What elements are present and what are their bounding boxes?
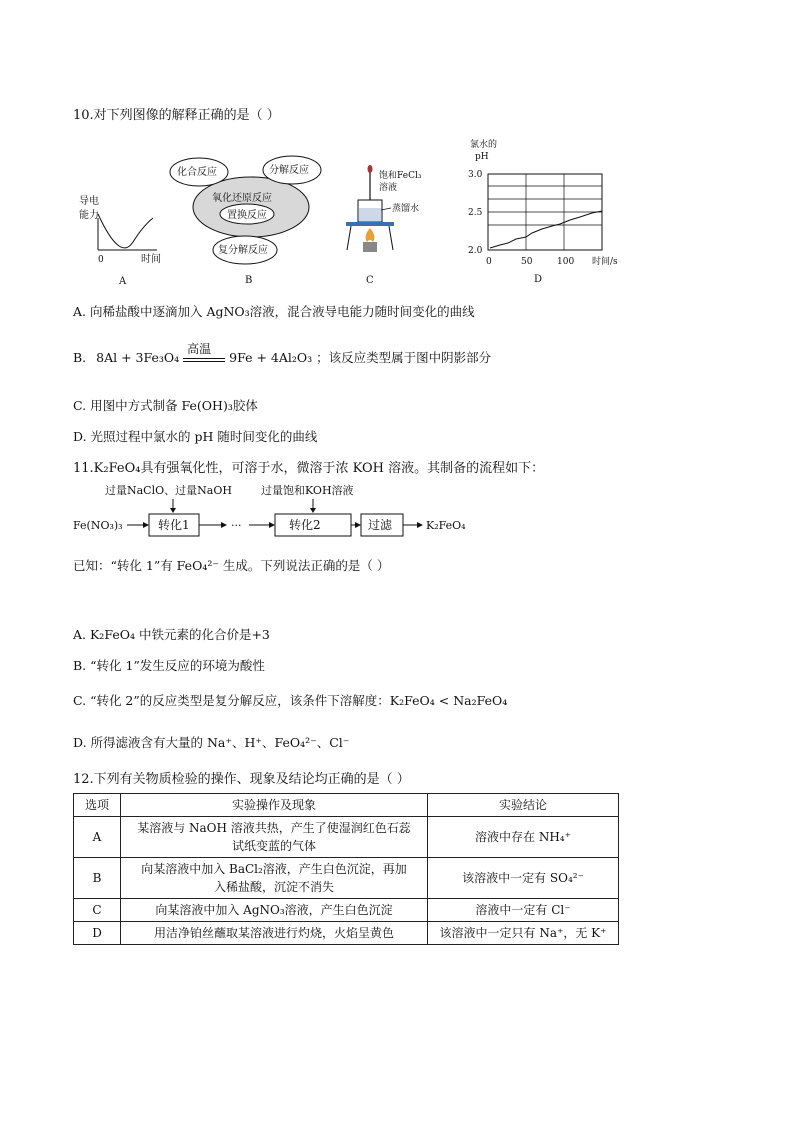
figure-c	[333, 162, 433, 287]
row-b-operation	[121, 858, 428, 899]
q11-option-c: C. “转化 2”的反应类型是复分解反应，该条件下溶解度：K₂FeO₄ < Na₂FeO₄	[73, 693, 508, 708]
q10-optB-suffix: ；该反应类型属于图中阴影部分	[316, 350, 492, 365]
table-row	[74, 817, 619, 858]
figC-leg-left	[347, 226, 351, 250]
figC-flame	[366, 228, 375, 242]
table-row	[74, 922, 619, 945]
figC-gauze	[346, 222, 394, 226]
figC-water	[359, 208, 381, 221]
header-option: 选项	[74, 794, 121, 817]
q10-optB-condition	[183, 342, 225, 362]
q11-option-a: A. K₂FeO₄ 中铁元素的化合价是+3	[73, 627, 270, 642]
flow-dots: ···	[231, 519, 242, 532]
row-b-op-line2: 入稀盐酸，沉淀不消失	[213, 880, 334, 894]
figD-x2: 100	[557, 257, 575, 267]
figD-title1: 氯水的	[470, 140, 498, 150]
flow-box1-label: 转化1	[158, 518, 190, 532]
figA-ylabel1: 导电	[79, 196, 99, 207]
row-b-op-line1: 向某溶液中加入 BaCl₂溶液，产生白色沉淀，再加	[141, 862, 407, 876]
q12-table	[73, 793, 619, 945]
flow-arrowhead-down2	[310, 508, 316, 513]
row-c-option: C	[74, 899, 121, 922]
flow-arrowhead4	[355, 522, 361, 528]
figC-leg-right	[389, 226, 393, 250]
figD-y3: 2.0	[468, 246, 483, 256]
figA-xlabel: 时间	[141, 254, 161, 265]
table-row	[74, 899, 619, 922]
figB-c3: 氧化还原反应	[212, 193, 272, 204]
flow-arrowhead1	[143, 522, 149, 528]
figD-y2: 2.5	[468, 208, 483, 218]
flow-arrowhead2	[221, 522, 227, 528]
q11-known: 已知：“转化 1”有 FeO₄²⁻ 生成。下列说法正确的是（ ）	[73, 558, 390, 573]
figD-xlabel: 时间/s	[592, 257, 618, 267]
row-d-operation: 用洁净铂丝蘸取某溶液进行灼烧，火焰呈黄色	[121, 922, 428, 945]
figA-ylabel2: 能力	[79, 210, 99, 221]
q10-optB-left: 8Al + 3Fe₃O₄	[96, 350, 180, 365]
q10-stem: 10.对下列图像的解释正确的是（ ）	[73, 108, 280, 123]
flow-reagent1: 过量NaClO、过量NaOH	[105, 484, 232, 497]
flow-box2-label: 转化2	[289, 518, 321, 532]
q11-option-d: D. 所得滤液含有大量的 Na⁺、H⁺、FeO₄²⁻、Cl⁻	[73, 735, 350, 750]
header-operation: 实验操作及现象	[121, 794, 428, 817]
flow-start: Fe(NO₃)₃	[73, 519, 123, 532]
row-a-conclusion: 溶液中存在 NH₄⁺	[428, 817, 619, 858]
q10-option-c: C. 用图中方式制备 Fe(OH)₃胶体	[73, 398, 258, 413]
row-d-conclusion: 该溶液中一定只有 Na⁺，无 K⁺	[428, 922, 619, 945]
q10-optB-prefix: B.	[73, 350, 87, 365]
figA-caption: A	[119, 276, 127, 285]
figC-l1: 饱和FeCl₃	[379, 171, 422, 181]
flow-box3-label: 过滤	[368, 518, 393, 532]
figB-c2: 分解反应	[269, 165, 309, 176]
figD-x1: 50	[521, 257, 533, 267]
row-b-option: B	[74, 858, 121, 899]
figC-l2: 溶液	[379, 183, 398, 193]
flow-reagent2: 过量饱和KOH溶液	[261, 484, 354, 497]
row-a-option: A	[74, 817, 121, 858]
figB-c1: 化合反应	[177, 167, 217, 178]
figB-c4: 置换反应	[227, 210, 267, 221]
q10-option-a: A. 向稀盐酸中逐滴加入 AgNO₃溶液，混合液导电能力随时间变化的曲线	[73, 304, 475, 319]
q11-option-b: B. “转化 1”发生反应的环境为酸性	[73, 658, 265, 673]
figA-origin: 0	[98, 255, 104, 265]
figD-caption: D	[534, 274, 543, 285]
row-b-conclusion: 该溶液中一定有 SO₄²⁻	[428, 858, 619, 899]
row-c-operation: 向某溶液中加入 AgNO₃溶液，产生白色沉淀	[121, 899, 428, 922]
figA-curve	[98, 214, 153, 248]
figB-caption: B	[245, 275, 253, 286]
figB-c5: 复分解反应	[218, 245, 268, 256]
figC-lamp	[363, 242, 377, 252]
figD-y1: 3.0	[468, 170, 483, 180]
row-a-operation	[121, 817, 428, 858]
figD-curve	[490, 211, 602, 248]
flow-arrowhead3	[269, 522, 275, 528]
figure-b	[168, 155, 338, 287]
flow-end: K₂FeO₄	[426, 519, 466, 532]
figC-caption: C	[366, 275, 374, 286]
q10-optB-equals	[183, 358, 225, 362]
row-c-conclusion: 溶液中一定有 Cl⁻	[428, 899, 619, 922]
row-d-option: D	[74, 922, 121, 945]
q11-stem: 11.K₂FeO₄具有强氧化性，可溶于水，微溶于浓 KOH 溶液。其制备的流程如下：	[73, 461, 545, 476]
figure-a	[73, 190, 173, 285]
q10-optB-cond-text: 高温	[187, 342, 212, 356]
figC-l3: 蒸馏水	[392, 204, 420, 214]
header-conclusion: 实验结论	[428, 794, 619, 817]
figD-title2: pH	[475, 152, 489, 162]
row-a-op-line2: 试纸变蓝的气体	[231, 839, 316, 853]
q10-option-d: D. 光照过程中氯水的 pH 随时间变化的曲线	[73, 429, 318, 444]
q10-optB-right: 9Fe + 4Al₂O₃	[229, 350, 313, 365]
figure-d	[460, 136, 630, 288]
figC-dropper-bulb	[368, 165, 373, 173]
q11-flowchart	[73, 480, 493, 540]
flow-arrowhead5	[417, 522, 423, 528]
flow-arrowhead-down1	[170, 508, 176, 513]
figD-x0: 0	[486, 257, 492, 267]
table-header-row	[74, 794, 619, 817]
row-a-op-line1: 某溶液与 NaOH 溶液共热，产生了使湿润红色石蕊	[137, 821, 411, 835]
q10-option-b	[73, 342, 492, 366]
table-row	[74, 858, 619, 899]
q12-stem: 12.下列有关物质检验的操作、现象及结论均正确的是（ ）	[73, 772, 410, 787]
